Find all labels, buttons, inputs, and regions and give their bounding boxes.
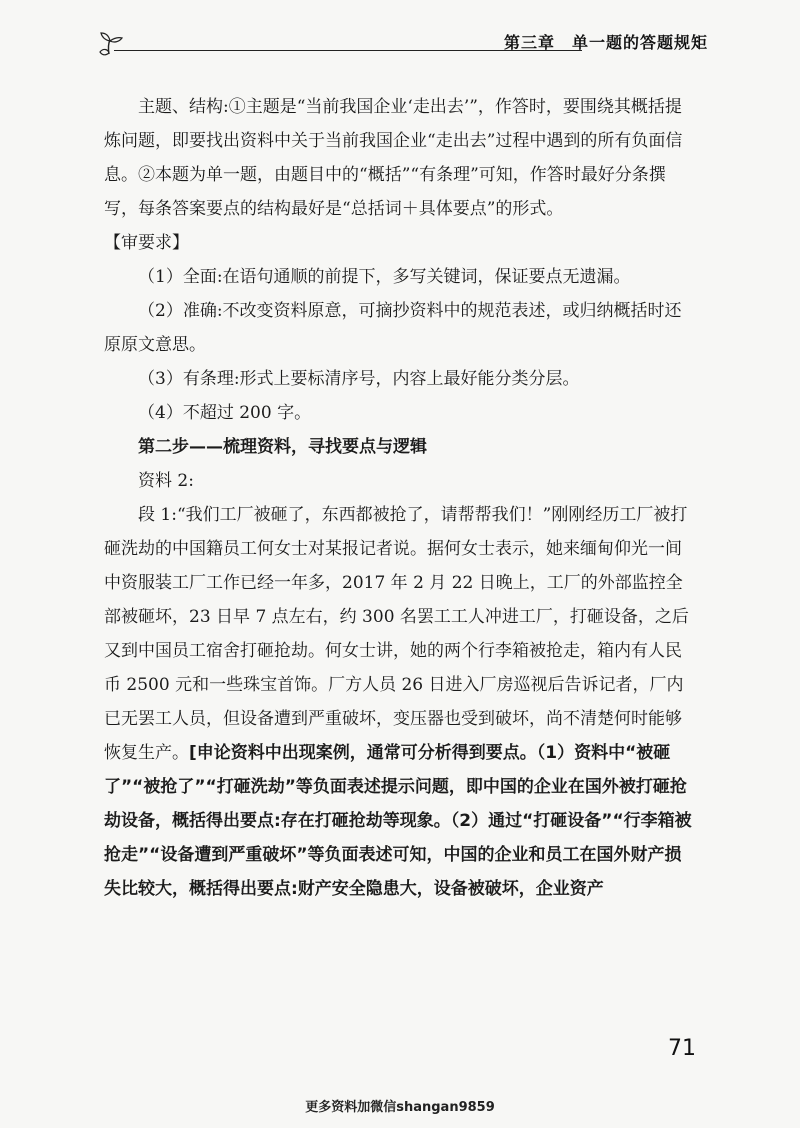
material-body: 段 1:“我们工厂被砸了，东西都被抢了，请帮帮我们！”刚刚经历工厂被打砸洗劫的中国籍员工何女士对某报记者说。据何女士表示，她来缅甸仰光一间中资服装工厂工作已经一年多，2017 年 2 月 22 日晚上，工厂的外部监控全部被砸坏，23 日早 7 点左右，约 300 名罢工工人冲进工厂，打砸设备，之后又到中国员工宿舍打砸抢劫。何女士讲，她的两个行李箱被抢走，箱内有人民币 2500 元和一些珠宝首饰。厂方人员 26 日进入厂房巡视后告诉记者，厂内已无罢工人员，但设备遭到严重破坏，变压器也受到破坏，尚不清楚何时能够恢复生产。: [104, 505, 689, 763]
requirement-2: （2）准确:不改变资料原意，可摘抄资料中的规范表述，或归纳概括时还原原文意思。: [104, 301, 682, 355]
material-paragraph: [104, 498, 694, 906]
page-header: [96, 28, 708, 62]
material-label: 资料 2:: [138, 471, 194, 491]
review-heading: 【审要求】: [104, 233, 189, 253]
analysis-note: [申论资料中出现案例，通常可分析得到要点。（1）资料中“被砸了”“被抢了”“打砸洗劫”等负面表述提示问题，即中国的企业在国外被打砸抢劫设备，概括得出要点:存在打砸抢劫等现象。（2）通过“打砸设备”“行李箱被抢走”“设备遭到严重破坏”等负面表述可知，中国的企业和员工在国外财产损失比较大，概括得出要点:财产安全隐患大，设备被破坏，企业资产: [104, 743, 692, 899]
step-2-heading: 第二步——梳理资料，寻找要点与逻辑: [138, 437, 427, 457]
footer-watermark: 更多资料加微信shangan9859: [305, 1100, 495, 1115]
paragraph-topic-structure: 主题、结构:①主题是“当前我国企业‘走出去’”，作答时，要围绕其概括提炼问题，即要找出资料中关于当前我国企业“走出去”过程中遇到的所有负面信息。②本题为单一题，由题目中的“概括”“有条理”可知，作答时最好分条撰写，每条答案要点的结构最好是“总括词＋具体要点”的形式。: [104, 97, 683, 219]
sprout-icon: [96, 28, 126, 62]
page-content: [104, 90, 694, 906]
page-number: 71: [668, 1036, 696, 1061]
chapter-title: 第三章 单一题的答题规矩: [503, 33, 708, 52]
requirement-4: （4）不超过 200 字。: [138, 403, 312, 423]
requirement-3: （3）有条理:形式上要标清序号，内容上最好能分类分层。: [138, 369, 580, 389]
requirement-1: （1）全面:在语句通顺的前提下，多写关键词，保证要点无遗漏。: [138, 267, 631, 287]
